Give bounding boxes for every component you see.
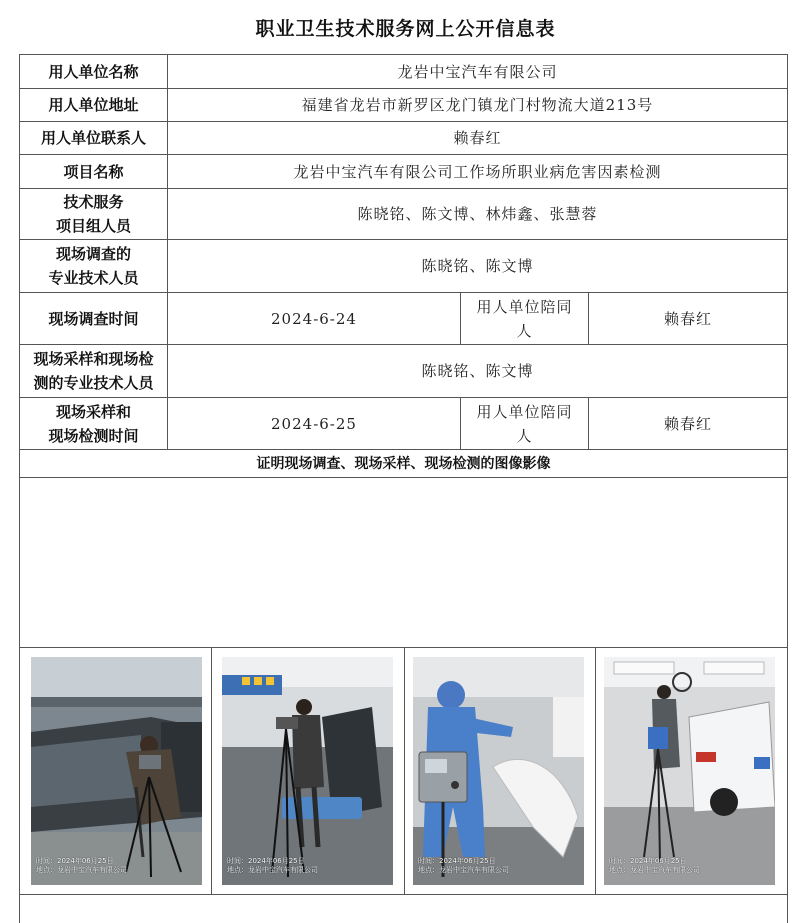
images-header: 证明现场调查、现场采样、现场检测的图像影像 bbox=[19, 449, 788, 478]
unit-address-label: 用人单位地址 bbox=[19, 88, 168, 122]
sampling-companion-label-line1: 用人单位陪同 bbox=[476, 402, 573, 421]
sampling-staff-label-line2: 测的专业技术人员 bbox=[33, 374, 154, 392]
sampling-time-value: 2024-6-25 bbox=[167, 397, 461, 450]
project-name-label: 项目名称 bbox=[19, 154, 168, 189]
photo-2-caption bbox=[227, 857, 318, 875]
photo-3-illustration bbox=[413, 657, 584, 885]
table-bottom-cell bbox=[19, 894, 788, 923]
sampling-companion-label bbox=[460, 397, 589, 450]
sampling-time-label bbox=[19, 397, 168, 450]
unit-address-value: 福建省龙岩市新罗区龙门镇龙门村物流大道213号 bbox=[167, 88, 788, 122]
sampling-staff-label-line1: 现场采样和现场检 bbox=[33, 350, 154, 368]
photo-3-caption bbox=[418, 857, 509, 875]
photo-4-place: 地点：龙岩中宝汽车有限公司 bbox=[609, 866, 700, 874]
sampling-companion-label-line2: 人 bbox=[516, 426, 533, 445]
sampling-staff-value: 陈晓铭、陈文博 bbox=[167, 344, 788, 398]
photo-2 bbox=[222, 657, 393, 885]
photo-1-place: 地点：龙岩中宝汽车有限公司 bbox=[36, 866, 127, 874]
sampling-time-label-line2: 现场检测时间 bbox=[48, 426, 139, 445]
team-value: 陈晓铭、陈文博、林炜鑫、张慧蓉 bbox=[167, 188, 788, 240]
survey-staff-label-line1: 现场调查的 bbox=[55, 245, 131, 263]
photo-3 bbox=[413, 657, 584, 885]
unit-contact-label: 用人单位联系人 bbox=[19, 121, 168, 155]
survey-companion-label-line1: 用人单位陪同 bbox=[476, 297, 573, 316]
photo-1-caption bbox=[36, 857, 127, 875]
photo-1-time: 时间：2024年06月25日 bbox=[36, 857, 114, 865]
survey-staff-label-line2: 专业技术人员 bbox=[48, 269, 139, 287]
photo-2-place: 地点：龙岩中宝汽车有限公司 bbox=[227, 866, 318, 874]
page-title: 职业卫生技术服务网上公开信息表 bbox=[255, 18, 556, 40]
sampling-companion-value: 赖春红 bbox=[588, 397, 788, 450]
photo-3-time: 时间：2024年06月25日 bbox=[418, 857, 496, 865]
images-blank-area bbox=[19, 477, 788, 648]
photo-2-time: 时间：2024年06月25日 bbox=[227, 857, 305, 865]
survey-companion-value: 赖春红 bbox=[588, 292, 788, 345]
team-label bbox=[19, 188, 168, 240]
photo-4 bbox=[604, 657, 775, 885]
sampling-time-label-line1: 现场采样和 bbox=[55, 402, 131, 421]
photo-4-caption bbox=[609, 857, 700, 875]
photo-3-place: 地点：龙岩中宝汽车有限公司 bbox=[418, 866, 509, 874]
survey-time-label: 现场调查时间 bbox=[19, 292, 168, 345]
photo-1-illustration bbox=[31, 657, 202, 885]
survey-staff-label bbox=[19, 239, 168, 293]
sampling-staff-label bbox=[19, 344, 168, 398]
team-label-line2: 项目组人员 bbox=[55, 217, 131, 235]
project-name-value: 龙岩中宝汽车有限公司工作场所职业病危害因素检测 bbox=[167, 154, 788, 189]
unit-name-label: 用人单位名称 bbox=[19, 54, 168, 89]
photo-4-illustration bbox=[604, 657, 775, 885]
survey-staff-value: 陈晓铭、陈文博 bbox=[167, 239, 788, 293]
team-label-line1: 技术服务 bbox=[63, 193, 124, 211]
photo-1 bbox=[31, 657, 202, 885]
photo-2-illustration bbox=[222, 657, 393, 885]
unit-name-value: 龙岩中宝汽车有限公司 bbox=[167, 54, 788, 89]
survey-companion-label-line2: 人 bbox=[516, 321, 533, 340]
photo-4-time: 时间：2024年06月25日 bbox=[609, 857, 687, 865]
unit-contact-value: 赖春红 bbox=[167, 121, 788, 155]
survey-time-value: 2024-6-24 bbox=[167, 292, 461, 345]
survey-companion-label bbox=[460, 292, 589, 345]
